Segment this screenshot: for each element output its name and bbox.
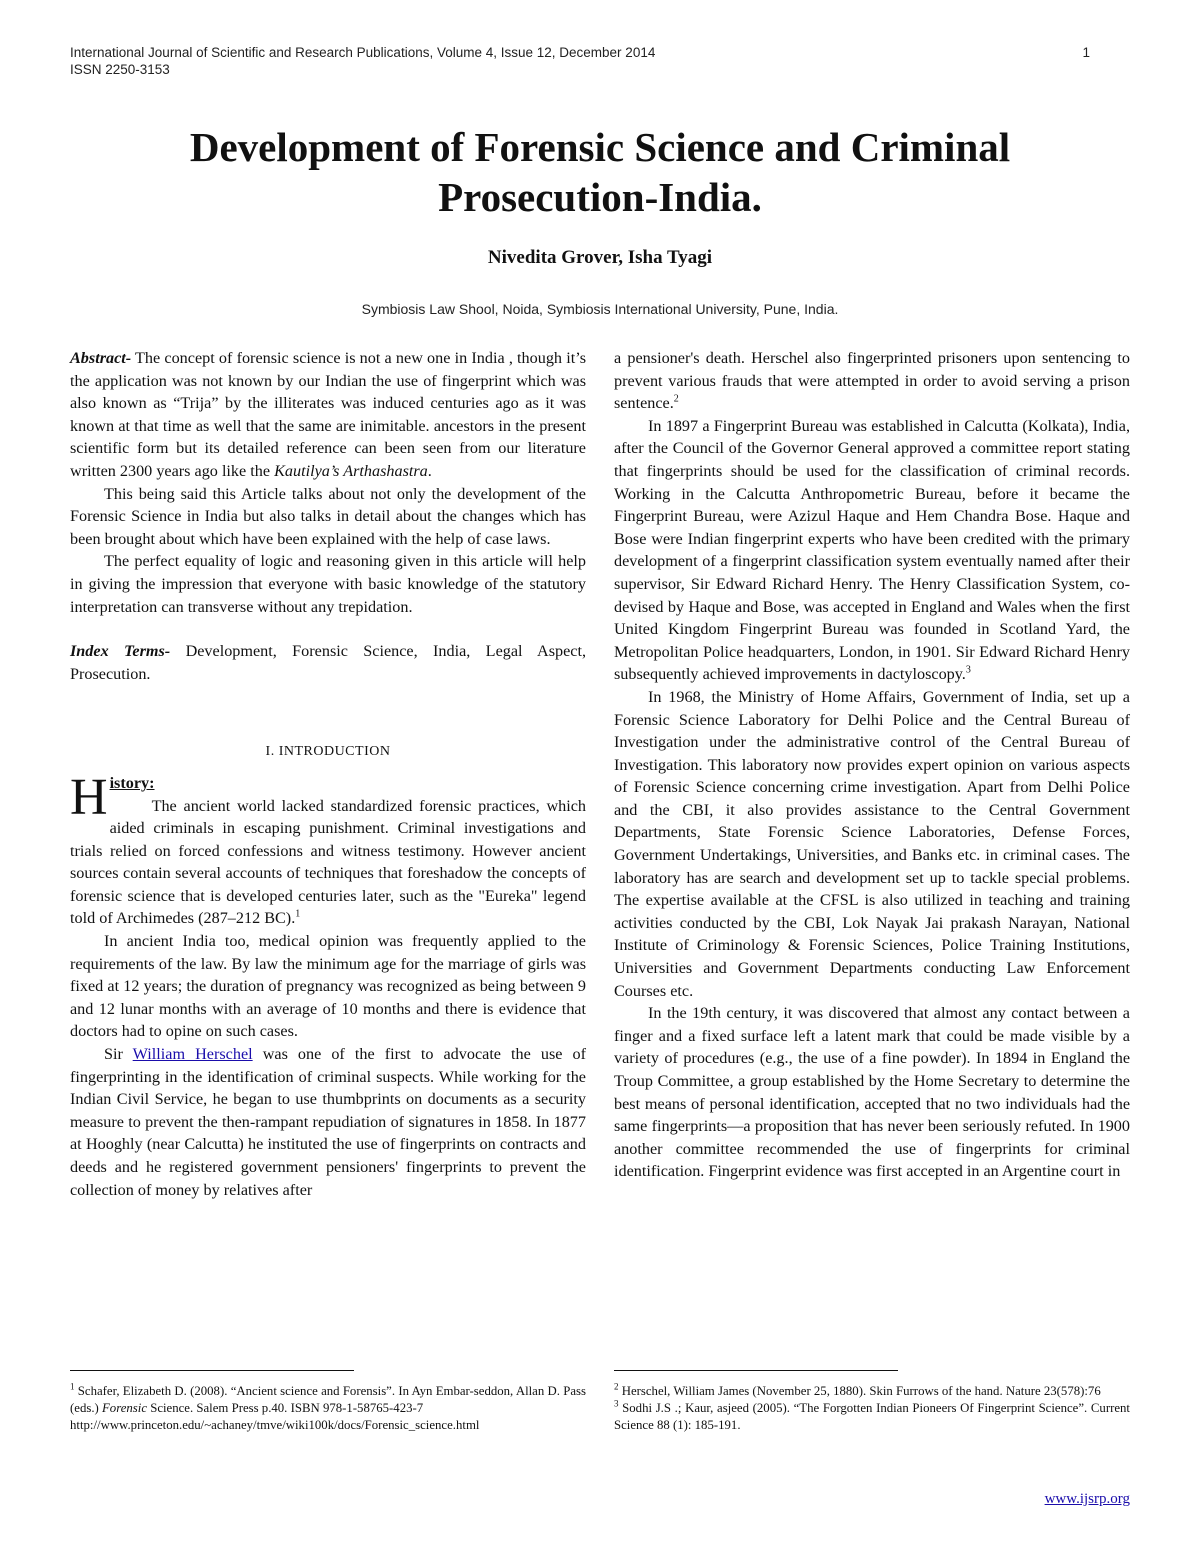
right-paragraph-2 <box>614 415 1130 686</box>
abstract-paragraph-3: The perfect equality of logic and reasoning given in this article will help in giving the impression that everyone with basic knowledge of the statutory interpretation can transverse without any trepidation. <box>70 552 586 616</box>
intro-paragraph-2: In ancient India too, medical opinion was frequently applied to the requirements of the law. By law the minimum age for the marriage of girls was fixed at 12 years; the duration of pregnancy was recognized as being between 9 and 12 lunar months with an average of 10 months and there is evidence that doctors had to opine on such cases. <box>70 932 586 1041</box>
spacer <box>70 618 586 640</box>
footnote-2 <box>614 1383 1130 1400</box>
abstract-text: The concept of forensic science is not a new one in India , though it’s the application was not known by our Indian the use of fingerprint which was also known as “Trija” by the illiterates was induced centuries ago as it was known at that time as well that the same are inimitable. ancestors in the present scientific form but its detailed reference can been seen from our literature written 2300 years ago like the <box>70 349 586 480</box>
journal-website-link[interactable]: www.ijsrp.org <box>1044 1491 1130 1507</box>
paper-title <box>0 122 1200 222</box>
spacer <box>70 685 586 719</box>
history-label: istory: <box>109 773 155 792</box>
abstract-italic: Kautilya’s Arthashastra <box>274 461 428 480</box>
footnote-1-number: 1 <box>70 1381 75 1392</box>
footnote-ref-1[interactable]: 1 <box>295 909 301 921</box>
footnote-3-number: 3 <box>614 1398 619 1409</box>
abstract <box>70 347 586 483</box>
footnote-1-italic: Forensic <box>101 1401 147 1416</box>
right-text-2: In 1897 a Fingerprint Bureau was established in Calcutta (Kolkata), India, after the Council of the Governor General approved a committee report stating that fingerprints should be used for the classification of criminal records. Working in the Calcutta Anthropometric Bureau, before it became the Fingerprint Bureau, were Azizul Haque and Hem Chandra Bose. Haque and Bose were Indian fingerprint experts who have been credited with the primary development of a fingerprint classification system eventually named after their supervisor, Sir Edward Richard Henry. The Henry Classification System, co-devised by Haque and Bose, was accepted in England and Wales when the first United Kingdom Fingerprint Bureau was founded in Scotland Yard, the Metropolitan Police headquarters, London, in 1901. Sir Edward Richard Henry subsequently achieved improvements in dactyloscopy. <box>614 416 1130 684</box>
index-terms <box>70 640 586 685</box>
footnote-ref-3[interactable]: 3 <box>965 664 971 676</box>
footnote-rule-left <box>70 1370 354 1371</box>
spacer <box>70 764 586 772</box>
intro-paragraph-1 <box>70 768 586 930</box>
title-line-2: Prosecution-India. <box>438 174 762 220</box>
footnote-1 <box>70 1383 586 1417</box>
right-text-1: a pensioner's death. Herschel also fingerprinted prisoners upon sentencing to prevent various frauds that were attempted in order to avoid serving a prison sentence. <box>614 349 1130 413</box>
intro-text-3b: was one of the first to advocate the use of fingerprinting in the identification of criminal suspects. While working for the Indian Civil Service, he began to use thumbprints on documents as a security measure to prevent the then-rampant repudiation of signatures in 1858. In 1877 at Hooghly (near Calcutta) he instituted the use of fingerprints on contracts and deeds and he registered government pensioners' fingerprints to prevent the collection of money by relatives after <box>70 1045 586 1199</box>
authors: Nivedita Grover, Isha Tyagi <box>487 247 713 268</box>
right-paragraph-1 <box>614 347 1130 415</box>
section-heading: I. INTRODUCTION <box>265 744 391 760</box>
footnote-1-text-a: Schafer, Elizabeth D. (2008). “Ancient science and Forensis”. In Ayn Embar-seddon, Allan D. Pass (eds.) <box>70 1384 586 1416</box>
affiliation: Symbiosis Law Shool, Noida, Symbiosis International University, Pune, India. <box>361 301 839 317</box>
index-terms-label: Index Terms- <box>70 642 171 661</box>
running-header <box>70 44 1130 78</box>
abstract-end: . <box>427 461 432 480</box>
footnote-rule-right <box>614 1370 898 1371</box>
page-number: 1 <box>1082 45 1090 60</box>
intro-paragraph-3 <box>70 1043 586 1201</box>
issn-line: ISSN 2250-3153 <box>70 62 170 77</box>
footnote-ref-2[interactable]: 2 <box>673 393 679 405</box>
abstract-label: Abstract- <box>70 349 132 367</box>
intro-text-3a: Sir <box>104 1045 133 1064</box>
right-paragraph-3: In 1968, the Ministry of Home Affairs, Government of India, set up a Forensic Science Laboratory for Delhi Police and the Central Bureau of Investigation under the administrative control of the Central Bureau of Investigation. This laboratory now provides expert opinion on various aspects of Forensic Science concerning crime investigation. Apart from Delhi Police and the CBI, it also provides assistance to the Central Government Departments, State Forensic Science Laboratories, Defense Forces, Government Undertakings, Universities, and Banks etc. in criminal cases. The laboratory has are search and development set up to tackle special problems. The expertise available at the CFSL is also utilized in teaching and training activities conducted by the CBI, Lok Nayak Jai prakash Narayan, National Institute of Criminology & Forensic Sciences, Police Training Institutions, Universities and Government Departments conducting Law Enforcement Courses etc. <box>614 687 1130 1000</box>
title-line-1: Development of Forensic Science and Criminal <box>189 124 1011 170</box>
footnote-1-text-b: Science. Salem Press p.40. ISBN 978-1-58765-423-7 <box>147 1401 424 1416</box>
footnote-2-text: Herschel, William James (November 25, 1880). Skin Furrows of the hand. Nature 23(578):76 <box>618 1384 1101 1398</box>
footnotes-right <box>614 1383 1130 1435</box>
abstract-paragraph-2: This being said this Article talks about not only the development of the Forensic Science in India but also talks in detail about the changes which has been brought about which have been explained with the help of case laws. <box>70 484 586 548</box>
william-herschel-link[interactable]: William Herschel <box>132 1045 253 1064</box>
footnote-3 <box>614 1400 1130 1434</box>
right-paragraph-4: In the 19th century, it was discovered that almost any contact between a finger and a fixed surface left a latent mark that could be made visible by a variety of procedures (e.g., the use of a fine powder). In 1894 in England the Troup Committee, a group established by the Home Secretary to determine the best means of personal identification, accepted that no two individuals had the same fingerprints—a proposition that has never been seriously refuted. In 1900 another committee recommended the use of fingerprints for criminal identification. Fingerprint evidence was first accepted in an Argentine court in <box>614 1004 1130 1181</box>
footnote-2-number: 2 <box>614 1381 619 1392</box>
left-column <box>70 347 586 1201</box>
journal-line: International Journal of Scientific and Research Publications, Volume 4, Issue 12, December 2014 <box>70 45 656 60</box>
right-column <box>614 347 1130 1183</box>
footnotes-left <box>70 1383 586 1435</box>
intro-text-1: The ancient world lacked standardized forensic practices, which aided criminals in escaping punishment. Criminal investigations and trials relied on forced confessions and witness testimony. However ancient sources contain several accounts of techniques that foreshadow the concepts of forensic science that is developed centuries later, such as the "Eureka" legend told of Archimedes (287–212 BC). <box>70 796 586 928</box>
drop-cap: H <box>70 768 108 826</box>
footnote-3-text: Sodhi J.S .; Kaur, asjeed (2005). “The Forgotten Indian Pioneers Of Fingerprint Science”. Current Science 88 (1): 185-191. <box>614 1401 1130 1433</box>
index-terms-text: Development, Forensic Science, India, Legal Aspect, Prosecution. <box>70 642 586 683</box>
footnote-1-url[interactable]: http://www.princeton.edu/~achaney/tmve/wiki100k/docs/Forensic_science.html <box>70 1418 480 1433</box>
